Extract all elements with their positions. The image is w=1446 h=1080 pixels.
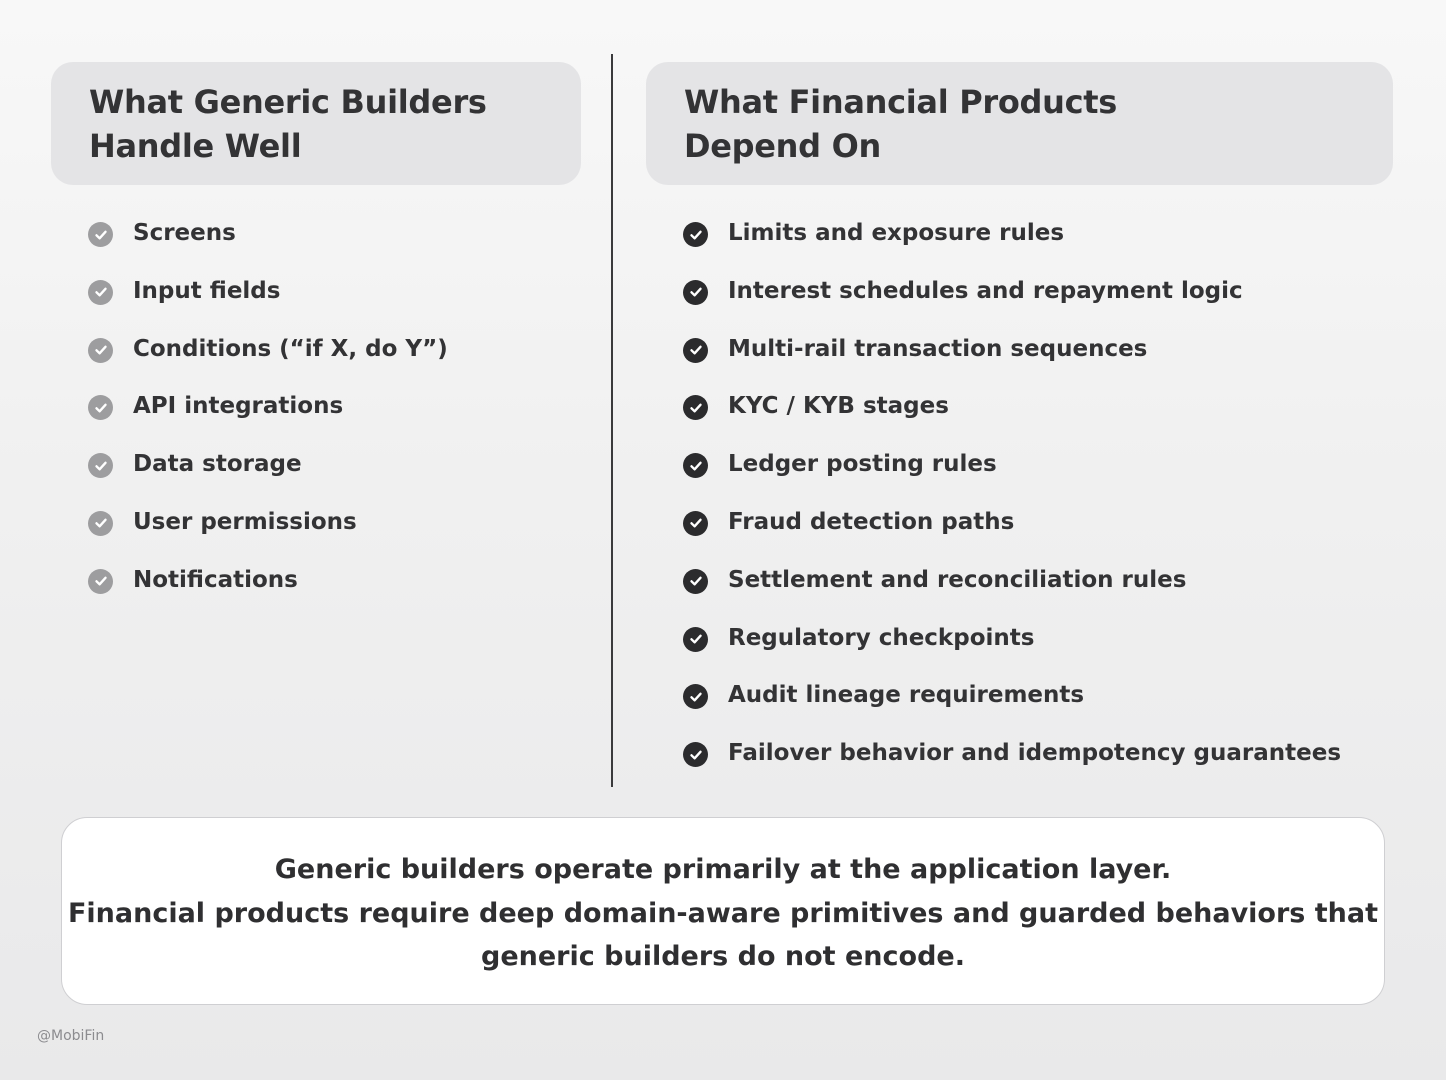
list-item-label: Ledger posting rules xyxy=(728,451,997,478)
column-divider xyxy=(611,54,613,787)
check-circle-icon xyxy=(683,338,708,363)
list-item xyxy=(683,504,1341,562)
list-item xyxy=(683,388,1341,446)
check-circle-icon xyxy=(683,742,708,767)
left-panel-header xyxy=(51,62,581,185)
list-item-label: Failover behavior and idempotency guarantees xyxy=(728,740,1342,767)
list-item-label: Regulatory checkpoints xyxy=(728,624,1035,651)
list-item-label: Conditions (“if X, do Y”) xyxy=(133,335,448,362)
list-item-label: Multi-rail transaction sequences xyxy=(728,335,1148,362)
list-item-label: Settlement and reconciliation rules xyxy=(728,566,1187,593)
list-item xyxy=(88,388,448,446)
list-item xyxy=(683,273,1341,331)
check-circle-icon xyxy=(88,280,113,305)
right-panel-title xyxy=(684,80,1355,168)
list-item xyxy=(88,504,448,562)
list-item xyxy=(88,331,448,389)
generic-builders-list xyxy=(88,215,448,620)
right-panel-header xyxy=(646,62,1393,185)
list-item xyxy=(683,620,1341,678)
list-item xyxy=(683,562,1341,620)
footer-credit: @MobiFin xyxy=(37,1028,105,1044)
list-item-label: Limits and exposure rules xyxy=(728,220,1065,246)
list-item-label: KYC / KYB stages xyxy=(728,393,949,420)
list-item-label: Data storage xyxy=(133,451,302,478)
financial-products-list xyxy=(683,215,1341,793)
list-item-label: Input fields xyxy=(133,277,281,304)
list-item xyxy=(88,446,448,504)
list-item xyxy=(683,215,1341,273)
check-circle-icon xyxy=(88,395,113,420)
list-item xyxy=(88,562,448,620)
left-panel-title xyxy=(89,80,543,168)
left-title-line2: Handle Well xyxy=(89,127,302,165)
summary-line-3: generic builders do not encode. xyxy=(481,941,965,972)
summary-line-1: Generic builders operate primarily at the application layer. xyxy=(274,854,1172,885)
list-item xyxy=(88,215,448,273)
check-circle-icon xyxy=(88,511,113,536)
check-circle-icon xyxy=(88,453,113,478)
right-title-line1: What Financial Products xyxy=(684,83,1118,121)
check-circle-icon xyxy=(88,338,113,363)
list-item xyxy=(683,735,1341,793)
check-circle-icon xyxy=(683,280,708,305)
list-item xyxy=(683,446,1341,504)
list-item-label: Interest schedules and repayment logic xyxy=(728,277,1243,304)
list-item-label: Fraud detection paths xyxy=(728,508,1015,535)
list-item-label: Notifications xyxy=(133,566,298,593)
list-item-label: Audit lineage requirements xyxy=(728,682,1085,709)
summary-line-2: Financial products require deep domain-aware primitives and guarded behaviors that xyxy=(67,897,1379,929)
left-title-line1: What Generic Builders xyxy=(89,83,487,121)
check-circle-icon xyxy=(683,222,708,247)
list-item-label: API integrations xyxy=(133,393,344,420)
list-item xyxy=(88,273,448,331)
check-circle-icon xyxy=(683,684,708,709)
check-circle-icon xyxy=(683,569,708,594)
list-item xyxy=(683,677,1341,735)
check-circle-icon xyxy=(683,453,708,478)
summary-box xyxy=(61,817,1385,1005)
check-circle-icon xyxy=(683,395,708,420)
list-item-label: User permissions xyxy=(133,508,357,535)
check-circle-icon xyxy=(683,627,708,652)
check-circle-icon xyxy=(88,569,113,594)
list-item-label: Screens xyxy=(133,220,236,246)
right-title-line2: Depend On xyxy=(684,127,881,165)
list-item xyxy=(683,331,1341,389)
check-circle-icon xyxy=(683,511,708,536)
check-circle-icon xyxy=(88,222,113,247)
